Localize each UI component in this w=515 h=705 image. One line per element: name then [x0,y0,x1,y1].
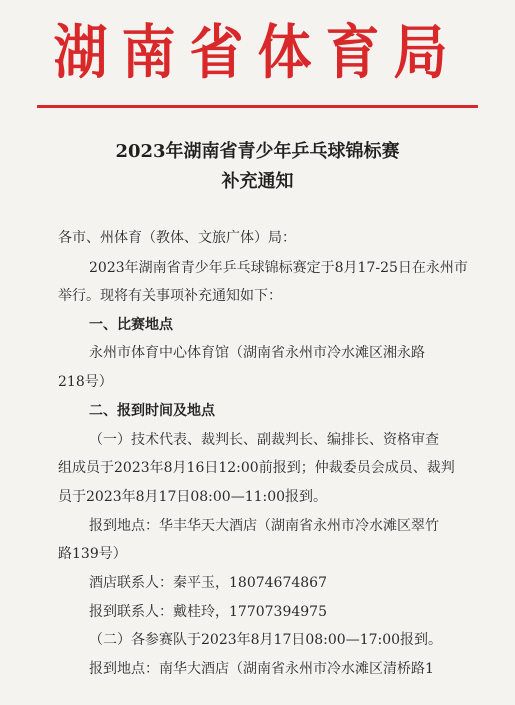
section-heading-venue: 一、比赛地点 [89,317,173,333]
masthead-title: 湖南省体育局 [53,17,462,87]
body-line: 组成员于2023年8月16日12:00前报到；仲裁委员会成员、裁判 [58,460,455,476]
body-line: 218号） [58,374,113,390]
notice-title: 2023年湖南省青少年乒乓球锦标赛 [115,141,400,162]
registration-contact: 报到联系人：戴桂玲，17707394975 [89,604,327,620]
body-line: 举行。现将有关事项补充通知如下： [58,288,282,304]
body-line: 报到地点：南华大酒店（湖南省永州市冷水滩区清桥路1 [89,661,434,677]
body-line: 路139号） [58,546,127,562]
body-line: 报到地点：华丰华天大酒店（湖南省永州市冷水滩区翠竹 [89,518,439,534]
salutation: 各市、州体育（教体、文旅广体）局： [58,230,296,246]
notice-subtitle: 补充通知 [221,171,294,192]
body-line: （一）技术代表、裁判长、副裁判长、编排长、资格审查 [89,432,439,448]
body-line: 永州市体育中心体育馆（湖南省永州市冷水滩区湘永路 [89,345,425,361]
section-heading-registration: 二、报到时间及地点 [89,403,215,419]
body-line: 员于2023年8月17日08:00—11:00报到。 [58,489,328,505]
body-line: 2023年湖南省青少年乒乓球锦标赛定于8月17-25日在永州市 [89,260,468,276]
masthead-divider [37,105,478,108]
hotel-contact: 酒店联系人：秦平玉，18074674867 [89,575,327,591]
body-line: （二）各参赛队于2023年8月17日08:00—17:00报到。 [89,632,443,648]
